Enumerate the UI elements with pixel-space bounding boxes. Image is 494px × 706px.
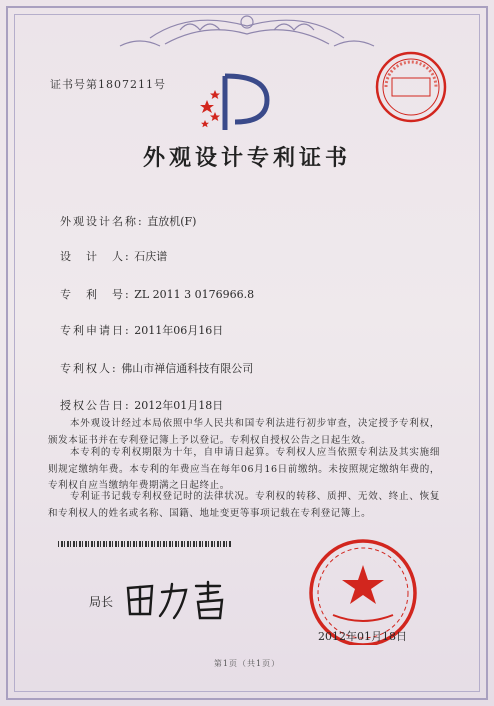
field-announcement-date <box>60 397 223 413</box>
field-value: 2012年01月18日 <box>134 399 224 412</box>
field-label: 专利权人: <box>60 362 118 375</box>
top-red-seal <box>372 48 450 126</box>
field-label: 专利申请日: <box>60 324 131 337</box>
page-number: 第1页（共1页） <box>213 659 281 668</box>
field-patentee <box>60 360 253 376</box>
certificate-number: 证书号第1807211号 <box>50 78 166 91</box>
seal-date: 2012年01月18日 <box>318 630 407 643</box>
term-paragraph: 本专利的专利权期限为十年，自申请日起算。专利权人应当依照专利法及其实施细则规定缴纳年费。本专利的年费应当在每年06月16日前缴纳。未按照规定缴纳年费的，专利权自应当缴纳年费期满之日起终止。 <box>48 447 440 491</box>
field-label: 设 计 人: <box>60 250 131 263</box>
field-value: 佛山市禅信通科技有限公司 <box>121 362 254 375</box>
field-label: 外观设计名称: <box>60 215 144 228</box>
field-value: 石庆谱 <box>134 250 168 263</box>
grant-paragraph: 本外观设计经过本局依照中华人民共和国专利法进行初步审查，决定授予专利权，颁发本证书并在专利登记簿上予以登记。专利权自授权公告之日起生效。 <box>48 418 440 446</box>
sipo-logo <box>197 70 275 136</box>
director-title: 局长 <box>89 595 114 609</box>
barcode <box>58 541 232 547</box>
field-value: ZL 2011 3 0176966.8 <box>134 288 255 301</box>
field-designer <box>60 248 167 264</box>
field-patent-number <box>60 286 254 302</box>
certificate-title: 外观设计专利证书 <box>142 145 351 171</box>
field-design-name <box>60 213 196 229</box>
field-value: 2011年06月16日 <box>134 324 224 337</box>
field-label: 授权公告日: <box>60 399 131 412</box>
director-signature <box>122 578 232 622</box>
field-application-date <box>60 322 223 338</box>
field-label: 专 利 号: <box>60 288 131 301</box>
registration-paragraph: 专利证书记载专利权登记时的法律状况。专利权的转移、质押、无效、终止、恢复和专利权人的姓名或名称、国籍、地址变更等事项记载在专利登记簿上。 <box>48 491 440 519</box>
field-value: 直放机(F) <box>147 215 197 228</box>
